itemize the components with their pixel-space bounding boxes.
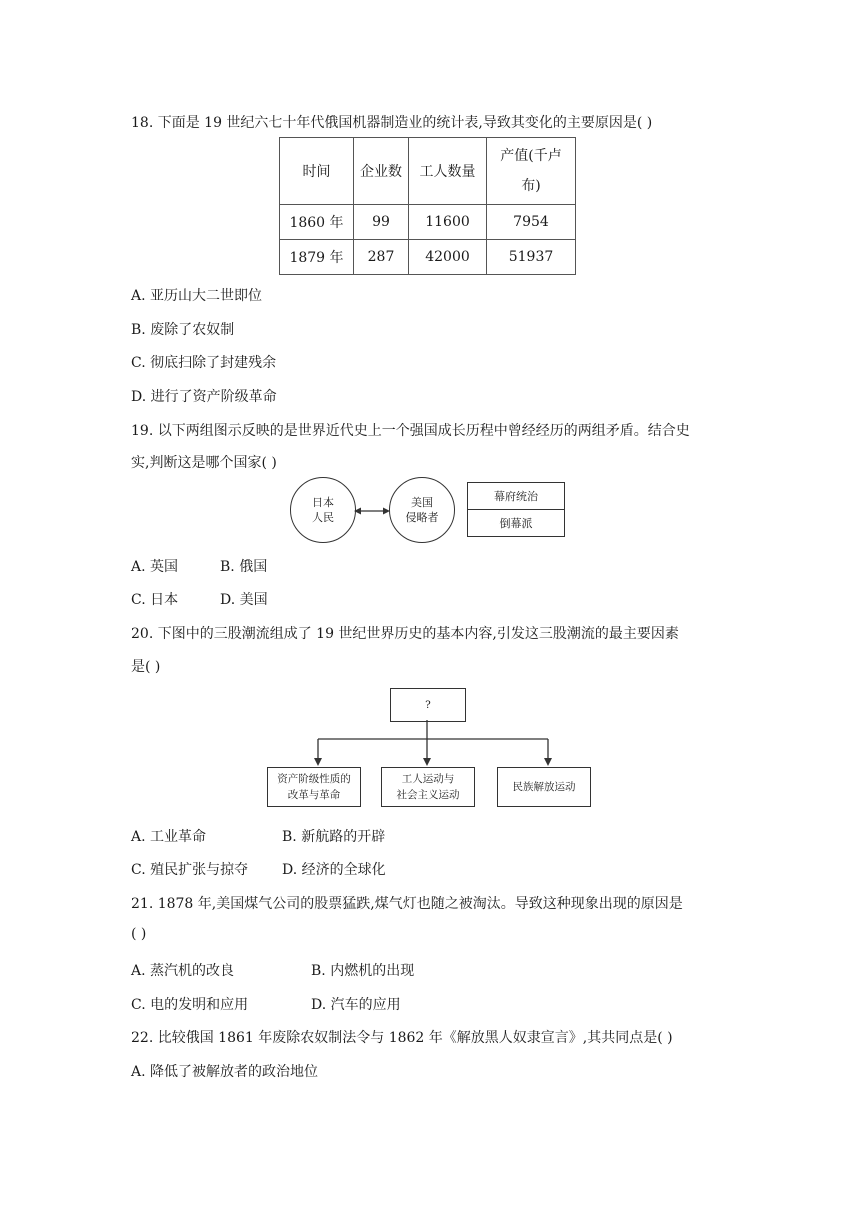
table-header-cell: 时间 [280,138,354,205]
question-19-line2: 实,判断这是哪个国家( ) [131,455,277,471]
table-row [280,138,576,205]
table-cell: 287 [354,240,409,275]
connector-arrows-icon [300,720,560,770]
circle-label: 美国 [411,496,433,509]
box-shogunate: 幕府统治 [467,482,565,510]
table-header-cell [487,138,576,205]
option-c[interactable]: C. 电的发明和应用 [131,997,249,1013]
option-b[interactable]: B. 新航路的开辟 [282,829,386,845]
option-d[interactable]: D. 汽车的应用 [311,997,401,1013]
table-row [280,240,576,275]
circle-label: 侵略者 [405,511,439,524]
question-22-text: 22. 比较俄国 1861 年废除农奴制法令与 1862 年《解放黑人奴隶宣言》,其共同点是( ) [131,1030,673,1046]
question-21-line1: 21. 1878 年,美国煤气公司的股票猛跌,煤气灯也随之被淘汰。导致这种现象出现的原因是 [131,896,683,912]
option-d[interactable]: D. 美国 [220,592,268,608]
table-cell: 7954 [487,205,576,240]
option-a[interactable]: A. 降低了被解放者的政治地位 [131,1064,319,1080]
table-cell: 99 [354,205,409,240]
table-header-cell: 工人数量 [409,138,487,205]
box-label: 社会主义运动 [396,789,460,801]
box-bourgeois-reform [267,767,361,807]
box-label: 工人运动与 [401,773,455,785]
table-cell: 11600 [409,205,487,240]
left-circle [290,477,356,543]
table-cell: 1879 年 [280,240,354,275]
question-20-line2: 是( ) [131,659,161,675]
table-header-line: 产值(千卢 [500,148,562,164]
circle-label: 日本 [312,496,334,509]
option-a[interactable]: A. 亚历山大二世即位 [131,288,263,304]
table-row [280,205,576,240]
question-20-line1: 20. 下图中的三股潮流组成了 19 世纪世界历史的基本内容,引发这三股潮流的最主要因素 [131,626,679,642]
circle-label: 人民 [312,511,334,524]
option-a[interactable]: A. 工业革命 [131,829,207,845]
option-b[interactable]: B. 俄国 [220,559,268,575]
option-d[interactable]: D. 经济的全球化 [282,862,386,878]
table-cell: 51937 [487,240,576,275]
double-arrow-icon [354,505,390,517]
option-c[interactable]: C. 殖民扩张与掠夺 [131,862,249,878]
box-question: ? [390,688,466,722]
option-c[interactable]: C. 彻底扫除了封建残余 [131,355,277,371]
option-c[interactable]: C. 日本 [131,592,179,608]
table-header-line: 布) [521,178,541,194]
box-label: 改革与革命 [287,789,341,801]
option-b[interactable]: B. 废除了农奴制 [131,322,235,338]
box-anti-shogunate: 倒幕派 [467,509,565,537]
box-workers-movement [381,767,475,807]
box-national-liberation: 民族解放运动 [497,767,591,807]
option-a[interactable]: A. 蒸汽机的改良 [131,963,235,979]
question-18-text: 18. 下面是 19 世纪六七十年代俄国机器制造业的统计表,导致其变化的主要原因是( ) [131,115,653,131]
option-b[interactable]: B. 内燃机的出现 [311,963,415,979]
stats-table [279,137,576,275]
question-21-line2: ( ) [131,926,147,942]
table-cell: 1860 年 [280,205,354,240]
option-d[interactable]: D. 进行了资产阶级革命 [131,389,277,405]
option-a[interactable]: A. 英国 [131,559,179,575]
box-label: 资产阶级性质的 [277,773,351,785]
right-circle [389,477,455,543]
table-header-cell: 企业数 [354,138,409,205]
table-cell: 42000 [409,240,487,275]
question-19-line1: 19. 以下两组图示反映的是世界近代史上一个强国成长历程中曾经经历的两组矛盾。结合史 [131,423,690,439]
